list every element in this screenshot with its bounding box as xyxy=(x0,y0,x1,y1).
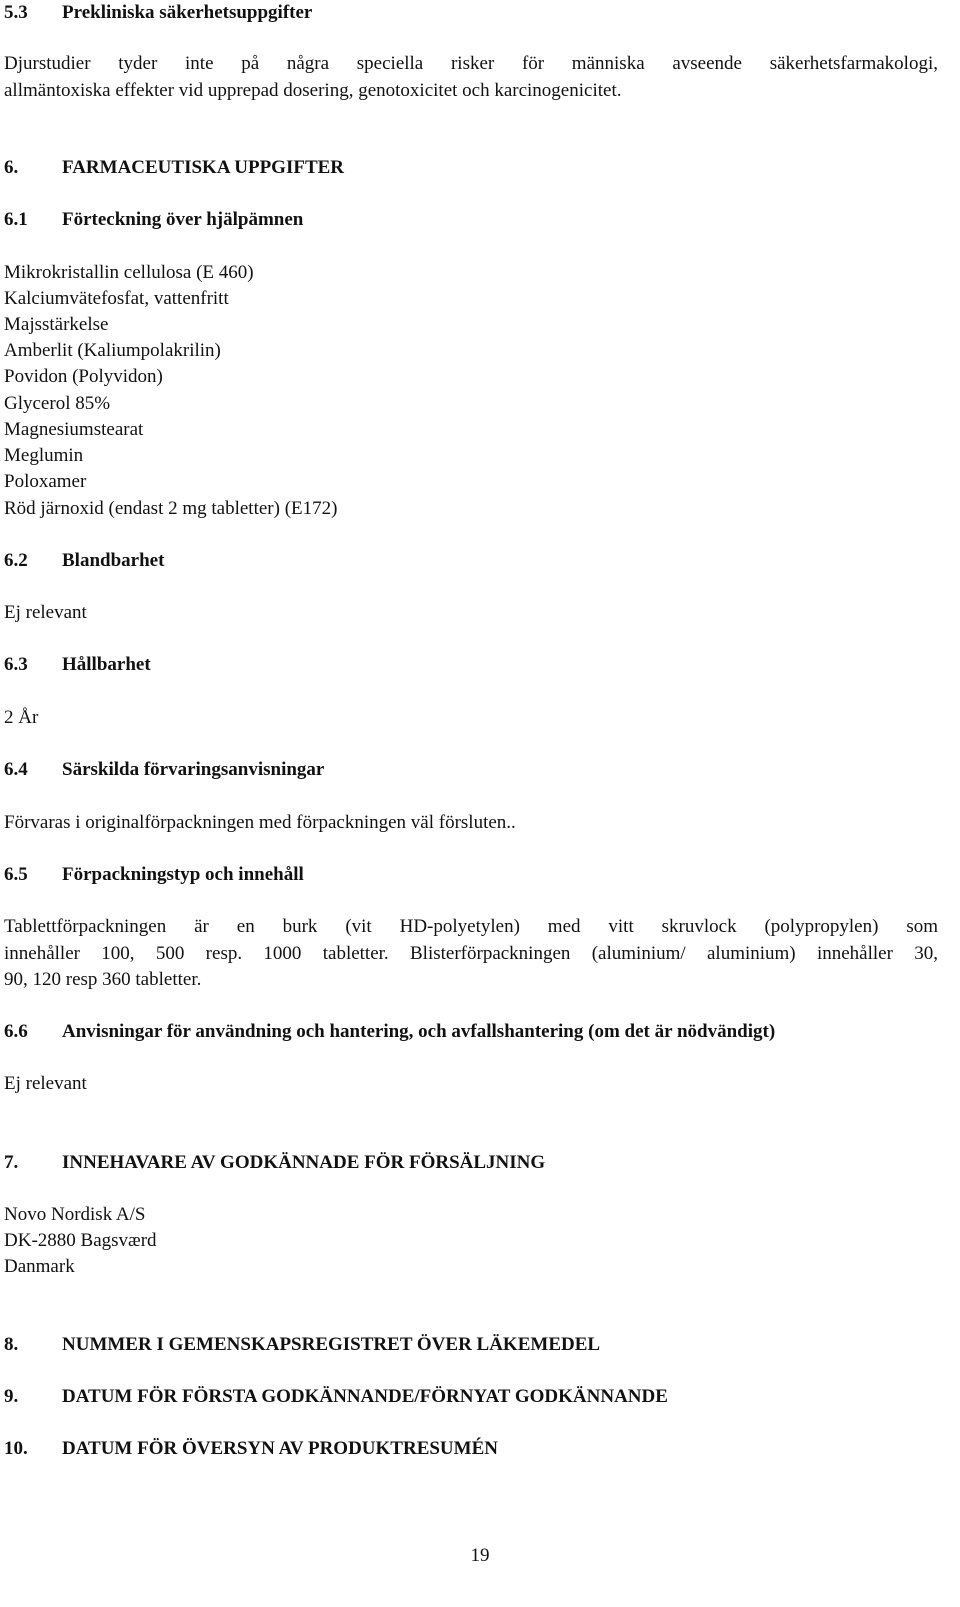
section-number: 6.5 xyxy=(4,864,28,885)
section-number: 6.2 xyxy=(4,550,28,571)
section-7-heading xyxy=(4,1150,545,1176)
section-9-heading xyxy=(4,1384,668,1410)
section-title: DATUM FÖR FÖRSTA GODKÄNNANDE/FÖRNYAT GODKÄNNANDE xyxy=(62,1386,668,1407)
section-number: 9. xyxy=(4,1386,19,1407)
section-title: Hållbarhet xyxy=(62,654,151,675)
section-number: 10. xyxy=(4,1438,28,1459)
section-number: 8. xyxy=(4,1334,19,1355)
section-6-2-heading xyxy=(4,548,164,574)
excipient-item: Mikrokristallin cellulosa (E 460) xyxy=(4,262,254,283)
paragraph-line: allmäntoxiska effekter vid upprepad dosering, genotoxicitet och karcinogenicitet. xyxy=(4,79,622,101)
section-6-5-paragraph xyxy=(4,914,938,994)
section-6-2-body: Ej relevant xyxy=(4,602,87,623)
page-number: 19 xyxy=(470,1545,490,1566)
excipient-item: Meglumin xyxy=(4,445,84,466)
section-5-3-paragraph xyxy=(4,51,938,104)
excipient-item: Poloxamer xyxy=(4,471,87,492)
section-6-3-body: 2 År xyxy=(4,707,39,728)
excipient-item: Amberlit (Kaliumpolakrilin) xyxy=(4,340,221,361)
section-6-heading xyxy=(4,155,344,181)
section-6-6-heading xyxy=(4,1019,775,1045)
section-title: Förteckning över hjälpämnen xyxy=(62,209,304,230)
section-title: Förpackningstyp och innehåll xyxy=(62,864,304,885)
section-title: DATUM FÖR ÖVERSYN AV PRODUKTRESUMÉN xyxy=(62,1438,498,1459)
excipient-item: Povidon (Polyvidon) xyxy=(4,366,163,387)
section-title: NUMMER I GEMENSKAPSREGISTRET ÖVER LÄKEMEDEL xyxy=(62,1334,601,1355)
section-title: FARMACEUTISKA UPPGIFTER xyxy=(62,157,345,178)
section-6-3-heading xyxy=(4,652,151,678)
section-number: 6.6 xyxy=(4,1021,28,1042)
section-5-3-heading xyxy=(4,0,312,26)
section-title: Prekliniska säkerhetsuppgifter xyxy=(62,2,313,23)
excipient-item: Majsstärkelse xyxy=(4,314,109,335)
paragraph-line: 90, 120 resp 360 tabletter. xyxy=(4,969,202,990)
section-title: INNEHAVARE AV GODKÄNNADE FÖR FÖRSÄLJNING xyxy=(62,1152,546,1173)
section-6-1-heading xyxy=(4,207,303,233)
section-6-5-heading xyxy=(4,862,304,888)
section-number: 6.3 xyxy=(4,654,28,675)
section-10-heading xyxy=(4,1436,498,1462)
section-6-6-body: Ej relevant xyxy=(4,1073,87,1094)
section-title: Särskilda förvaringsanvisningar xyxy=(62,759,325,780)
section-title: Anvisningar för användning och hantering, och avfallshantering (om det är nödvändigt) xyxy=(62,1021,776,1042)
section-number: 6.1 xyxy=(4,209,28,230)
excipient-item: Magnesiumstearat xyxy=(4,419,144,440)
holder-line: Novo Nordisk A/S xyxy=(4,1204,146,1225)
section-number: 5.3 xyxy=(4,2,28,23)
holder-line: DK-2880 Bagsværd xyxy=(4,1230,157,1251)
holder-line: Danmark xyxy=(4,1256,75,1277)
section-8-heading xyxy=(4,1332,600,1358)
paragraph-line: Tablettförpackningen är en burk (vit HD-polyetylen) med vitt skruvlock (polypropylen) som xyxy=(4,916,938,937)
section-6-4-body: Förvaras i originalförpackningen med förpackningen väl försluten.. xyxy=(4,812,516,833)
section-title: Blandbarhet xyxy=(62,550,165,571)
excipient-item: Kalciumvätefosfat, vattenfritt xyxy=(4,288,229,309)
section-number: 6.4 xyxy=(4,759,28,780)
section-number: 6. xyxy=(4,157,19,178)
paragraph-line: Djurstudier tyder inte på några speciella risker för människa avseende säkerhetsfarmakologi, xyxy=(4,53,938,74)
paragraph-line: innehåller 100, 500 resp. 1000 tabletter. Blisterförpackningen (aluminium/ aluminium) innehåller 30, xyxy=(4,942,938,964)
section-6-4-heading xyxy=(4,757,324,783)
excipient-item: Röd järnoxid (endast 2 mg tabletter) (E172) xyxy=(4,498,338,519)
excipient-item: Glycerol 85% xyxy=(4,393,111,414)
section-number: 7. xyxy=(4,1152,19,1173)
